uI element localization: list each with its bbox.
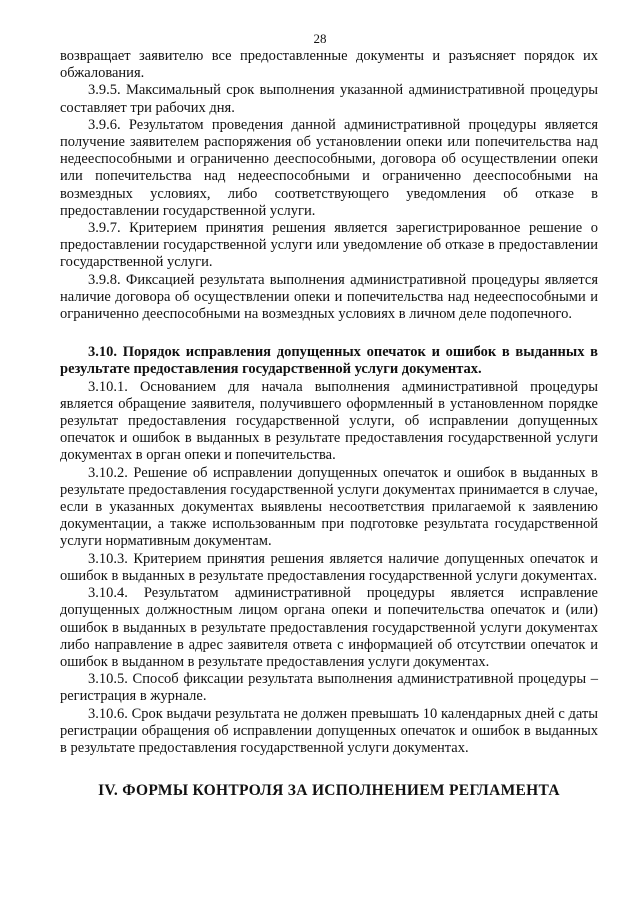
section-heading-3-10: 3.10. Порядок исправления допущенных опечаток и ошибок в выданных в результате предоставления государственной услуги документах. bbox=[60, 344, 598, 378]
intro-fragment: возвращает заявителю все предоставленные документы и разъясняет порядок их обжалования. bbox=[60, 48, 598, 82]
paragraph-3-9-6: 3.9.6. Результатом проведения данной административной процедуры является получение заявителем распоряжения об установлении опеки или попечительства над недееспособными и ограниченно дееспособными, договора об осуществлении опеки или попечительства над недееспособными и ограниченно дееспособными на возмездных условиях, либо соответствующего уведомления об отказе в предоставлении государственной услуги. bbox=[60, 116, 598, 219]
document-body bbox=[60, 48, 598, 800]
paragraph-3-10-3: 3.10.3. Критерием принятия решения является наличие допущенных опечаток и ошибок в выданных в результате предоставления государственной услуги документах. bbox=[60, 550, 598, 584]
paragraph-3-9-7: 3.9.7. Критерием принятия решения является зарегистрированное решение о предоставлении государственной услуги или уведомление об отказе в предоставлении государственной услуги. bbox=[60, 220, 598, 271]
paragraph-3-10-5: 3.10.5. Способ фиксации результата выполнения административной процедуры – регистрация в журнале. bbox=[60, 671, 598, 705]
paragraph-3-10-4: 3.10.4. Результатом административной процедуры является исправление допущенных должностным лицом органа опеки и попечительства опечаток и (или) ошибок в выданных в результате предоставления государственной услуги документах либо направление в адрес заявителя ответа с информацией об отсутствии опечаток и ошибок в выданном в результате предоставления услуги документах. bbox=[60, 585, 598, 670]
chapter-heading: IV. ФОРМЫ КОНТРОЛЯ ЗА ИСПОЛНЕНИЕМ РЕГЛАМЕНТА bbox=[98, 782, 560, 800]
paragraph-3-9-5: 3.9.5. Максимальный срок выполнения указанной административной процедуры составляет три рабочих дня. bbox=[60, 82, 598, 116]
paragraph-3-10-2: 3.10.2. Решение об исправлении допущенных опечаток и ошибок в выданных в результате предоставления государственной услуги документах принимается в случае, если в указанных документах выявлены несоответствия прилагаемой к заявлению документации, а также использованным при подготовке результата государственной услуги нормативным документам. bbox=[60, 464, 598, 550]
page-number: 28 bbox=[313, 31, 327, 46]
paragraph-3-10-1: 3.10.1. Основанием для начала выполнения административной процедуры является обращение заявителя, получившего оформленный в установленном порядке результат предоставления государственной услуги, об исправлении допущенных опечаток и ошибок в выданных в результате предоставления государственной услуги документах в орган опеки и попечительства. bbox=[60, 378, 598, 464]
paragraph-3-9-8: 3.9.8. Фиксацией результата выполнения административной процедуры является наличие договора об осуществлении опеки и попечительства над недееспособными и ограниченно дееспособными на возмездных условиях в личном деле подопечного. bbox=[60, 271, 598, 323]
paragraph-3-10-6: 3.10.6. Срок выдачи результата не должен превышать 10 календарных дней с даты регистрации обращения об исправлении допущенных опечаток и ошибок в выданных в результате предоставления государственной услуги документах. bbox=[60, 705, 598, 756]
